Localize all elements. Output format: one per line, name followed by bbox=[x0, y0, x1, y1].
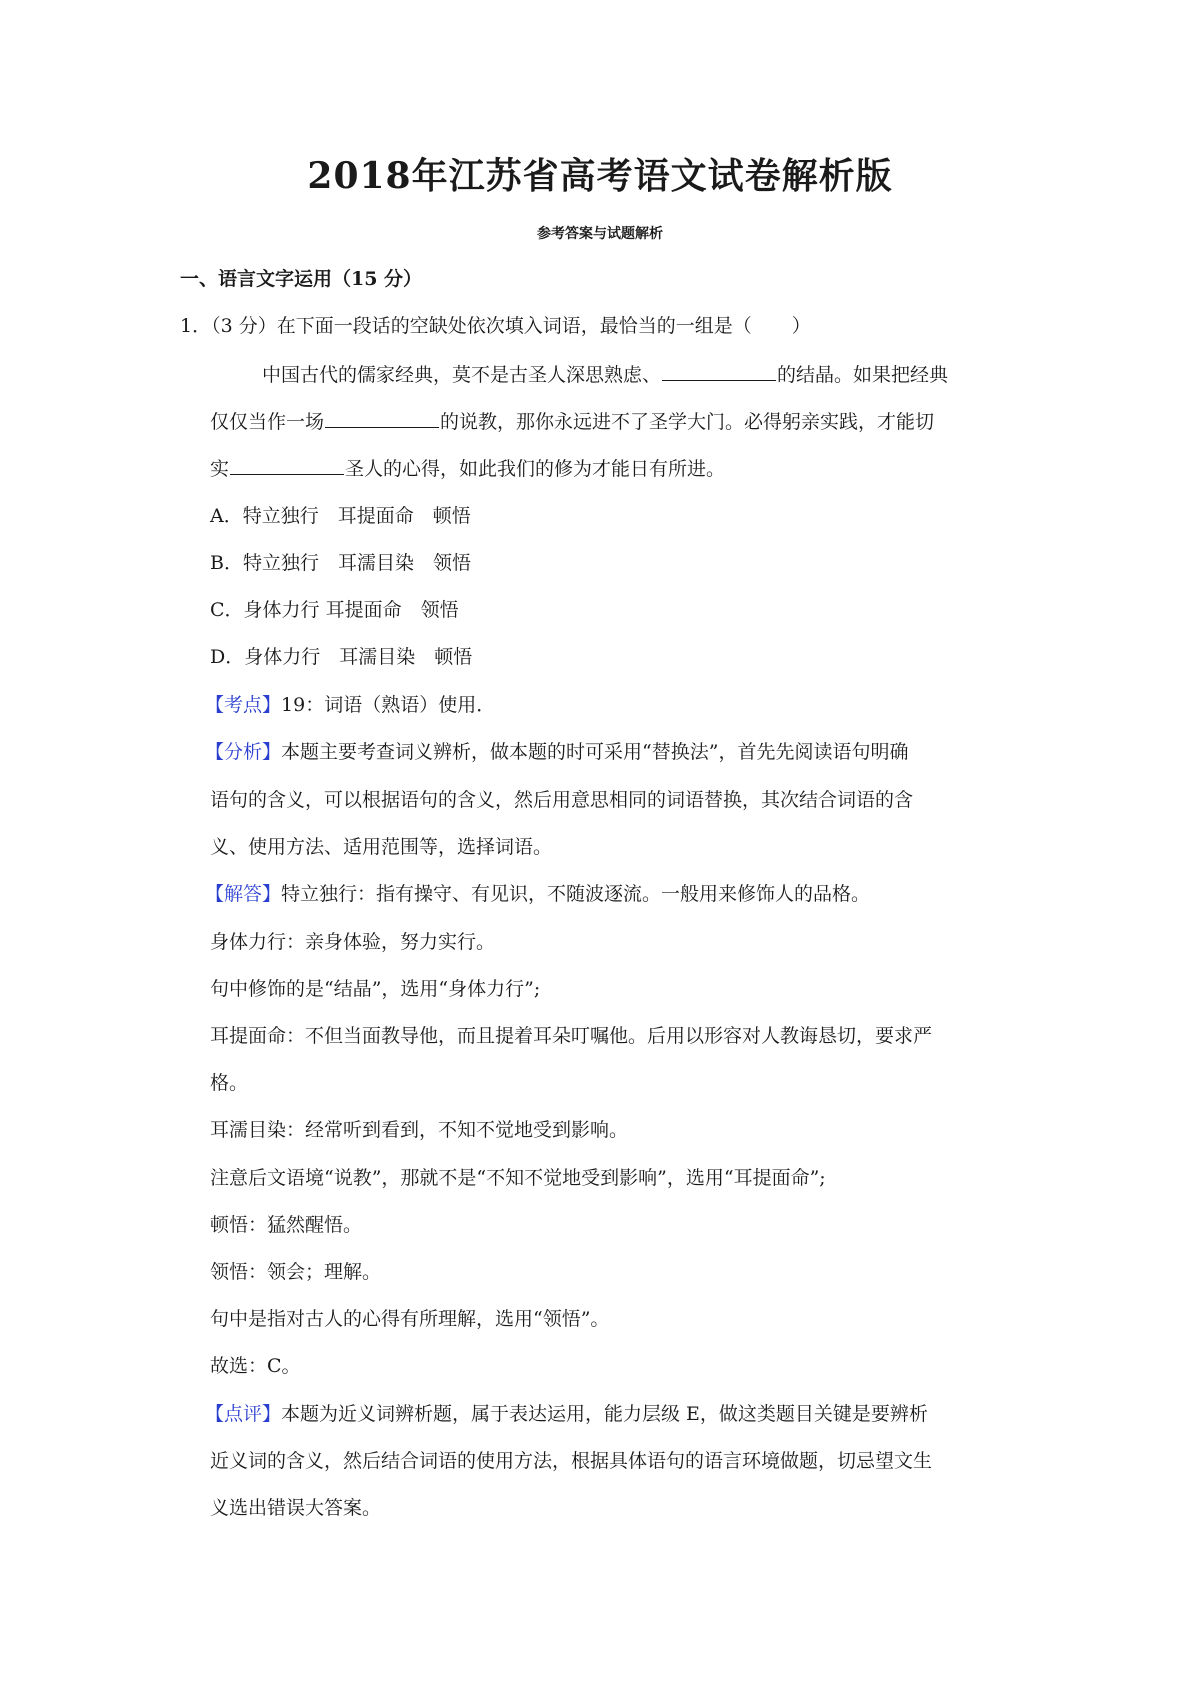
passage-line-1 bbox=[262, 360, 948, 389]
fenxi-line-3: 义、使用方法、适用范围等，选择词语。 bbox=[210, 836, 553, 858]
fill-blank-2 bbox=[325, 407, 439, 428]
jieda-line: 句中是指对古人的心得有所理解，选用“领悟”。 bbox=[210, 1308, 610, 1330]
option-a: A．特立独行 耳提面命 顿悟 bbox=[210, 505, 471, 527]
fenxi-tag: 【分析】 bbox=[205, 741, 282, 763]
page-subtitle: 参考答案与试题解析 bbox=[537, 226, 663, 242]
dianping-tag: 【点评】 bbox=[205, 1403, 282, 1425]
passage-line-3 bbox=[210, 454, 725, 483]
dianping-line-2: 近义词的含义，然后结合词语的使用方法，根据具体语句的语言环境做题，切忌望文生 bbox=[210, 1450, 933, 1472]
jieda-line: 顿悟：猛然醒悟。 bbox=[210, 1214, 363, 1236]
dianping-text: 本题为近义词辨析题，属于表达运用，能力层级 E，做这类题目关键是要辨析 bbox=[281, 1403, 928, 1425]
option-c: C．身体力行 耳提面命 领悟 bbox=[210, 599, 459, 621]
fenxi-line-2: 语句的含义，可以根据语句的含义，然后用意思相同的词语替换，其次结合词语的含 bbox=[210, 789, 914, 811]
jieda-line: 耳提面命：不但当面教导他，而且提着耳朵叮嘱他。后用以形容对人教诲恳切，要求严 bbox=[210, 1025, 933, 1047]
jieda-line: 身体力行：亲身体验，努力实行。 bbox=[210, 931, 496, 953]
jieda-line: 注意后文语境“说教”，那就不是“不知不觉地受到影响”，选用“耳提面命”; bbox=[210, 1167, 826, 1189]
passage-text: 的结晶。如果把经典 bbox=[777, 364, 949, 386]
page-title: 2018年江苏省高考语文试卷解析版 bbox=[307, 155, 893, 197]
fill-blank-3 bbox=[230, 454, 344, 475]
passage-text: 实 bbox=[210, 458, 230, 480]
question-stem-close: ） bbox=[791, 315, 811, 337]
fill-blank-1 bbox=[662, 360, 776, 381]
jieda-line: 格。 bbox=[210, 1072, 249, 1094]
fenxi-line-1 bbox=[205, 738, 908, 766]
option-b: B．特立独行 耳濡目染 领悟 bbox=[210, 552, 471, 574]
passage-text: 仅仅当作一场 bbox=[210, 411, 325, 433]
section-heading: 一、语言文字运用（15 分） bbox=[180, 268, 423, 290]
kaodian-tag: 【考点】 bbox=[205, 694, 282, 716]
jieda-text: 特立独行：指有操守、有见识，不随波逐流。一般用来修饰人的品格。 bbox=[281, 883, 871, 905]
passage-text: 圣人的心得，如此我们的修为才能日有所进。 bbox=[345, 458, 726, 480]
jieda-line: 耳濡目染：经常听到看到，不知不觉地受到影响。 bbox=[210, 1119, 629, 1141]
jieda-line: 领悟：领会；理解。 bbox=[210, 1261, 382, 1283]
jieda-line-1 bbox=[205, 880, 870, 908]
question-stem-text: 1．（3 分）在下面一段话的空缺处依次填入词语，最恰当的一组是（ bbox=[180, 315, 752, 337]
passage-line-2 bbox=[210, 407, 934, 436]
jieda-tag: 【解答】 bbox=[205, 883, 282, 905]
option-d: D．身体力行 耳濡目染 顿悟 bbox=[210, 646, 473, 668]
passage-text: 中国古代的儒家经典，莫不是古圣人深思熟虑、 bbox=[262, 364, 662, 386]
dianping-line-1 bbox=[205, 1400, 928, 1428]
fenxi-text: 本题主要考查词义辨析，做本题的时可采用“替换法”，首先先阅读语句明确 bbox=[281, 741, 909, 763]
dianping-line-3: 义选出错误大答案。 bbox=[210, 1497, 382, 1519]
jieda-line: 故选：C。 bbox=[210, 1355, 301, 1377]
kaodian-text: 19：词语（熟语）使用． bbox=[281, 694, 496, 716]
jieda-line: 句中修饰的是“结晶”，选用“身体力行”; bbox=[210, 978, 541, 1000]
passage-text: 的说教，那你永远进不了圣学大门。必得躬亲实践，才能切 bbox=[440, 411, 935, 433]
question-stem bbox=[180, 312, 811, 340]
kaodian-line bbox=[205, 691, 495, 719]
